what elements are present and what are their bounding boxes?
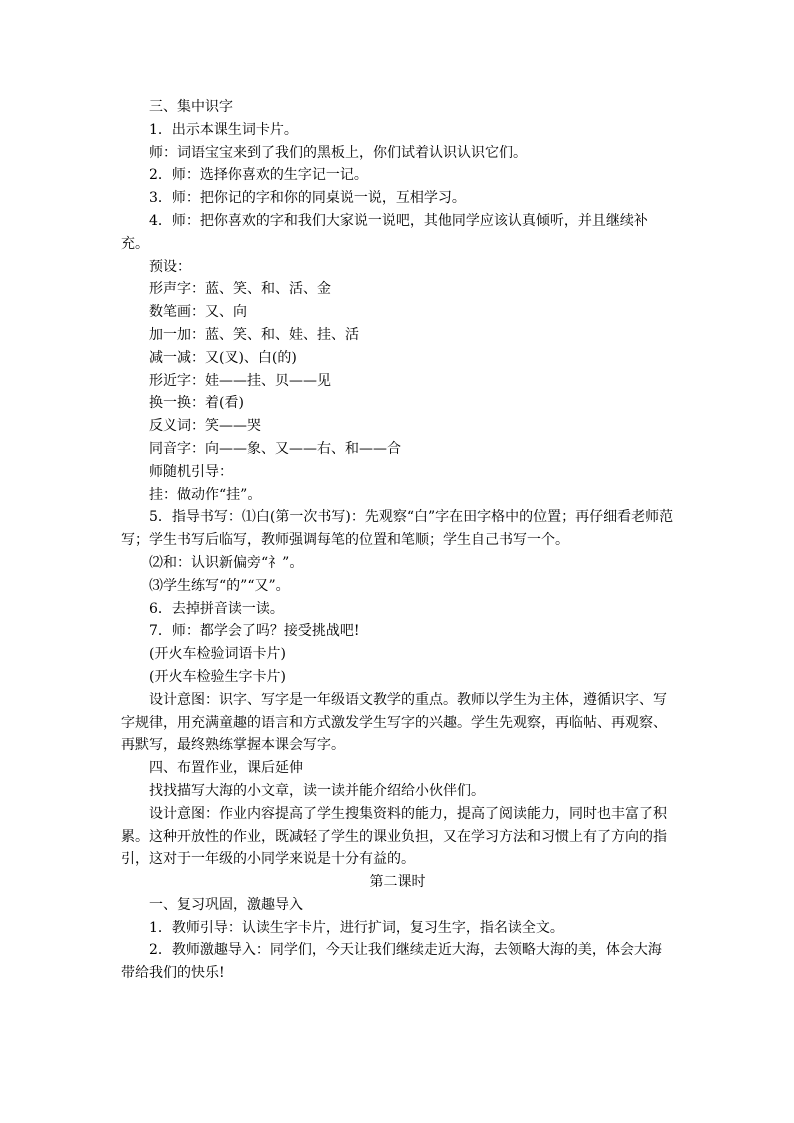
section-heading: 四、布置作业，课后延伸 bbox=[149, 760, 303, 777]
design-intent-paragraph: 设计意图：识字、写字是一年级语文教学的重点。教师以学生为主体，遵循识字、写字规律，用充满童趣的语言和方式激发学生写字的兴趣。学生先观察，再临帖、再观察、再默写，最终熟练掌握本课会写字。 bbox=[121, 691, 667, 754]
paragraph: ⑵和：认识新偏旁“礻”。 bbox=[149, 554, 304, 571]
paragraph: 换一换：着(看) bbox=[149, 395, 244, 412]
paragraph: 2．教师激趣导入：同学们，今天让我们继续走近大海，去领略大海的美，体会大海带给我们的快乐! bbox=[121, 942, 662, 982]
paragraph: 2．师：选择你喜欢的生字记一记。 bbox=[149, 167, 368, 184]
design-intent-paragraph: 设计意图：作业内容提高了学生搜集资料的能力，提高了阅读能力，同时也丰富了积累。这种开放性的作业，既减轻了学生的课业负担，又在学习方法和习惯上有了方向的指引，这对于一年级的小同学来说是十分有益的。 bbox=[121, 805, 667, 868]
paragraph: 找找描写大海的小文章，读一读并能介绍给小伙伴们。 bbox=[149, 782, 485, 799]
document-body bbox=[121, 96, 674, 985]
paragraph: 反义词：笑——哭 bbox=[149, 418, 261, 435]
paragraph: 预设： bbox=[149, 258, 191, 275]
paragraph: 1．出示本课生词卡片。 bbox=[149, 121, 298, 138]
paragraph: 5．指导书写：⑴白(第一次书写)：先观察“白”字在田字格中的位置；再仔细看老师范写；学生书写后临写，教师强调每笔的位置和笔顺；学生自己书写一个。 bbox=[121, 509, 674, 549]
paragraph: ⑶学生练写“的”“又”。 bbox=[149, 577, 290, 594]
paragraph: 4．师：把你喜欢的字和我们大家说一说吧，其他同学应该认真倾听，并且继续补充。 bbox=[121, 212, 648, 252]
paragraph: 6．去掉拼音读一读。 bbox=[149, 600, 284, 617]
paragraph: 同音字：向——象、又——右、和——合 bbox=[149, 440, 401, 457]
paragraph: 减一减：又(叉)、白(的) bbox=[149, 349, 297, 366]
paragraph: (开火车检验词语卡片) bbox=[149, 646, 286, 663]
lesson-title: 第二课时 bbox=[369, 874, 426, 891]
paragraph: 数笔画：又、向 bbox=[149, 304, 247, 321]
paragraph: 形声字：蓝、笑、和、活、金 bbox=[149, 281, 331, 298]
section-heading: 三、集中识字 bbox=[149, 99, 233, 115]
paragraph: 1．教师引导：认读生字卡片，进行扩词，复习生字，指名读全文。 bbox=[149, 919, 564, 936]
paragraph: 师随机引导： bbox=[149, 463, 233, 480]
paragraph: (开火车检验生字卡片) bbox=[149, 668, 286, 685]
paragraph: 挂：做动作“挂”。 bbox=[149, 486, 262, 503]
paragraph: 7．师：都学会了吗？接受挑战吧! bbox=[149, 623, 360, 640]
paragraph: 加一加：蓝、笑、和、娃、挂、活 bbox=[149, 326, 359, 343]
paragraph: 3．师：把你记的字和你的同桌说一说，互相学习。 bbox=[149, 190, 466, 207]
paragraph: 师：词语宝宝来到了我们的黑板上，你们试着认识认识它们。 bbox=[149, 144, 527, 161]
section-heading: 一、复习巩固，激趣导入 bbox=[149, 896, 303, 913]
paragraph: 形近字：娃——挂、贝——见 bbox=[149, 372, 331, 389]
